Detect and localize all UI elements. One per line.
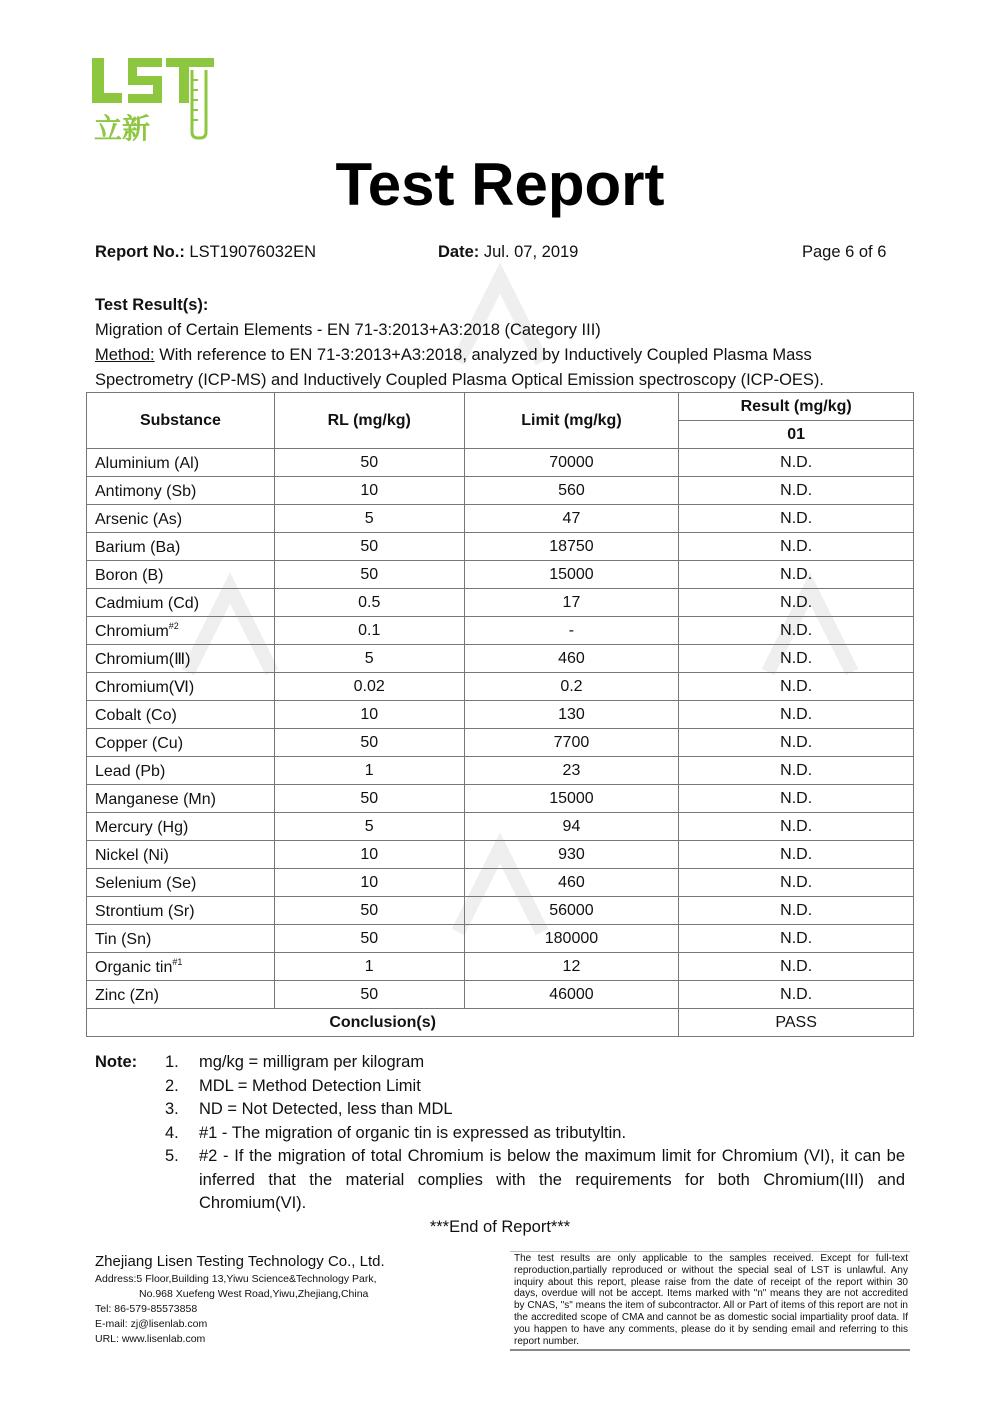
limit-cell: 130 <box>464 701 679 729</box>
company-url[interactable]: URL: www.lisenlab.com <box>95 1333 206 1345</box>
table-row <box>87 925 914 953</box>
substance-cell: Boron (B) <box>87 561 275 589</box>
table-row <box>87 589 914 617</box>
substance-cell: Chromium(Ⅲ) <box>87 645 275 673</box>
substance-cell: Mercury (Hg) <box>87 813 275 841</box>
result-cell: N.D. <box>679 869 914 897</box>
rl-cell: 10 <box>274 841 464 869</box>
limit-cell: 15000 <box>464 561 679 589</box>
test-results-section <box>95 293 915 393</box>
notes-section <box>95 1051 905 1216</box>
table-row <box>87 701 914 729</box>
limit-cell: 180000 <box>464 925 679 953</box>
note-item <box>95 1051 905 1075</box>
limit-cell: 94 <box>464 813 679 841</box>
substance-cell: Organic tin$^{\#1}$ <box>87 953 275 981</box>
rl-cell: 5 <box>274 813 464 841</box>
result-cell: N.D. <box>679 617 914 645</box>
substance-cell: Antimony (Sb) <box>87 477 275 505</box>
table-row <box>87 757 914 785</box>
note-text: mg/kg = milligram per kilogram <box>199 1053 425 1071</box>
rl-cell: 5 <box>274 505 464 533</box>
page-title: Test Report <box>335 151 665 218</box>
substance-cell: Tin (Sn) <box>87 925 275 953</box>
results-table <box>86 392 914 1037</box>
header-sample-01: 01 <box>679 421 914 449</box>
table-row <box>87 449 914 477</box>
report-number-label: Report No.: <box>95 243 185 261</box>
table-row <box>87 477 914 505</box>
result-cell: N.D. <box>679 533 914 561</box>
report-date <box>438 243 578 262</box>
conclusion-value: PASS <box>679 1009 914 1037</box>
substance-cell: Manganese (Mn) <box>87 785 275 813</box>
footnote-marker: #1 <box>172 956 183 967</box>
table-row <box>87 533 914 561</box>
date-label: Date: <box>438 243 480 261</box>
rl-cell: 50 <box>274 785 464 813</box>
disclaimer: The test results are only applicable to the samples received. Except for full-text reproduction,partially reproduced or without the special seal of LST is unlawful. Any inquiry about this report, please raise from the date of receipt of the report within 30 days, overdue will not be accept. Items marked with "n" means they are not accredited by CNAS, "s" means the item of subcontractor. All or Part of items of this report are not in the accredited scope of CMA and cannot be as domestic social impartiality proof data. If you happen to have any comments, please do it by sending email and referring to this report number. <box>510 1251 910 1351</box>
table-row <box>87 673 914 701</box>
result-cell: N.D. <box>679 841 914 869</box>
table-row <box>87 729 914 757</box>
limit-cell: 460 <box>464 869 679 897</box>
company-info <box>95 1252 415 1347</box>
rl-cell: 0.02 <box>274 673 464 701</box>
table-row <box>87 953 914 981</box>
result-cell: N.D. <box>679 925 914 953</box>
result-cell: N.D. <box>679 813 914 841</box>
limit-cell: 47 <box>464 505 679 533</box>
limit-cell: 56000 <box>464 897 679 925</box>
limit-cell: 70000 <box>464 449 679 477</box>
end-of-report: ***End of Report*** <box>429 1218 571 1236</box>
table-row <box>87 813 914 841</box>
company-address-1: Address:5 Floor,Building 13,Yiwu Science&Technology Park, <box>95 1273 377 1285</box>
substance-cell: Copper (Cu) <box>87 729 275 757</box>
result-cell: N.D. <box>679 757 914 785</box>
note-number: 5. <box>165 1147 179 1165</box>
limit-cell: 7700 <box>464 729 679 757</box>
note-text: #1 - The migration of organic tin is expressed as tributyltin. <box>199 1123 627 1142</box>
rl-cell: 50 <box>274 897 464 925</box>
note-item <box>95 1075 905 1099</box>
substance-cell: Chromium(Ⅵ) <box>87 673 275 701</box>
header-limit: Limit (mg/kg) <box>464 393 679 449</box>
rl-cell: 0.5 <box>274 589 464 617</box>
rl-cell: 1 <box>274 953 464 981</box>
substance-cell: Lead (Pb) <box>87 757 275 785</box>
rl-cell: 50 <box>274 729 464 757</box>
substance-cell: Barium (Ba) <box>87 533 275 561</box>
note-number: 4. <box>165 1123 179 1142</box>
method-text: With reference to EN 71-3:2013+A3:2018, analyzed by Inductively Coupled Plasma Mass <box>154 346 812 364</box>
note-label <box>95 1122 165 1146</box>
substance-cell: Strontium (Sr) <box>87 897 275 925</box>
rl-cell: 50 <box>274 981 464 1009</box>
result-cell: N.D. <box>679 729 914 757</box>
note-label: Note: <box>95 1053 138 1071</box>
limit-cell: 560 <box>464 477 679 505</box>
method-label: Method: <box>95 346 155 364</box>
limit-cell: 930 <box>464 841 679 869</box>
substance-cell: Selenium (Se) <box>87 869 275 897</box>
result-cell: N.D. <box>679 673 914 701</box>
page-number: Page 6 of 6 <box>802 243 887 261</box>
limit-cell: 15000 <box>464 785 679 813</box>
table-row <box>87 981 914 1009</box>
note-number: 2. <box>165 1076 179 1095</box>
test-subject: Migration of Certain Elements - EN 71-3:2013+A3:2018 (Category III) <box>95 321 601 339</box>
header-rl: RL (mg/kg) <box>274 393 464 449</box>
footnote-marker: #2 <box>168 620 179 631</box>
note-item <box>95 1145 905 1216</box>
header-substance: Substance <box>87 393 275 449</box>
table-row <box>87 897 914 925</box>
note-item <box>95 1122 905 1146</box>
lst-logo-icon <box>92 58 214 142</box>
rl-cell: 5 <box>274 645 464 673</box>
rl-cell: 50 <box>274 533 464 561</box>
substance-cell: Cadmium (Cd) <box>87 589 275 617</box>
limit-cell: - <box>464 617 679 645</box>
report-number-value: LST19076032EN <box>189 243 317 261</box>
table-row <box>87 645 914 673</box>
substance-cell: Chromium$^{\#2}$ <box>87 617 275 645</box>
table-row <box>87 869 914 897</box>
rl-cell: 1 <box>274 757 464 785</box>
limit-cell: 0.2 <box>464 673 679 701</box>
substance-cell: Arsenic (As) <box>87 505 275 533</box>
header-result: Result (mg/kg) <box>679 393 914 421</box>
rl-cell: 10 <box>274 477 464 505</box>
rl-cell: 50 <box>274 449 464 477</box>
date-value: Jul. 07, 2019 <box>483 243 579 261</box>
table-row <box>87 505 914 533</box>
svg-text:立新: 立新 <box>94 112 151 142</box>
table-row <box>87 617 914 645</box>
method-line-2: Spectrometry (ICP-MS) and Inductively Coupled Plasma Optical Emission spectroscopy (ICP-OES). <box>95 371 824 389</box>
limit-cell: 12 <box>464 953 679 981</box>
result-cell: N.D. <box>679 645 914 673</box>
limit-cell: 18750 <box>464 533 679 561</box>
note-text: #2 - If the migration of total Chromium is below the maximum limit for Chromium (VI), it can be inferred that the material complies with the requirements for both Chromium(III) and Chromium(VI). <box>199 1147 905 1212</box>
result-cell: N.D. <box>679 701 914 729</box>
note-label <box>95 1075 165 1099</box>
note-item <box>95 1098 905 1122</box>
table-row <box>87 785 914 813</box>
substance-cell: Zinc (Zn) <box>87 981 275 1009</box>
result-cell: N.D. <box>679 477 914 505</box>
note-label <box>95 1145 165 1216</box>
rl-cell: 10 <box>274 701 464 729</box>
rl-cell: 50 <box>274 925 464 953</box>
note-text: MDL = Method Detection Limit <box>199 1076 421 1095</box>
conclusion-label: Conclusion(s) <box>87 1009 679 1037</box>
rl-cell: 10 <box>274 869 464 897</box>
rl-cell: 50 <box>274 561 464 589</box>
company-address-2: No.968 Xuefeng West Road,Yiwu,Zhejiang,China <box>139 1288 369 1300</box>
result-cell: N.D. <box>679 449 914 477</box>
result-cell: N.D. <box>679 589 914 617</box>
table-row <box>87 561 914 589</box>
substance-cell: Cobalt (Co) <box>87 701 275 729</box>
result-cell: N.D. <box>679 561 914 589</box>
result-cell: N.D. <box>679 953 914 981</box>
result-cell: N.D. <box>679 897 914 925</box>
result-cell: N.D. <box>679 981 914 1009</box>
result-cell: N.D. <box>679 505 914 533</box>
limit-cell: 23 <box>464 757 679 785</box>
note-number: 3. <box>165 1100 179 1118</box>
company-email[interactable]: E-mail: zj@lisenlab.com <box>95 1318 208 1330</box>
report-number <box>95 243 316 262</box>
limit-cell: 460 <box>464 645 679 673</box>
note-text: ND = Not Detected, less than MDL <box>199 1100 453 1118</box>
company-name: Zhejiang Lisen Testing Technology Co., Ltd. <box>95 1253 385 1270</box>
note-label <box>95 1098 165 1122</box>
company-tel: Tel: 86-579-85573858 <box>95 1303 198 1315</box>
table-row <box>87 841 914 869</box>
test-results-heading: Test Result(s): <box>95 296 209 314</box>
rl-cell: 0.1 <box>274 617 464 645</box>
method-line <box>95 343 915 368</box>
limit-cell: 17 <box>464 589 679 617</box>
limit-cell: 46000 <box>464 981 679 1009</box>
substance-cell: Aluminium (Al) <box>87 449 275 477</box>
note-number: 1. <box>165 1053 179 1071</box>
substance-cell: Nickel (Ni) <box>87 841 275 869</box>
result-cell: N.D. <box>679 785 914 813</box>
